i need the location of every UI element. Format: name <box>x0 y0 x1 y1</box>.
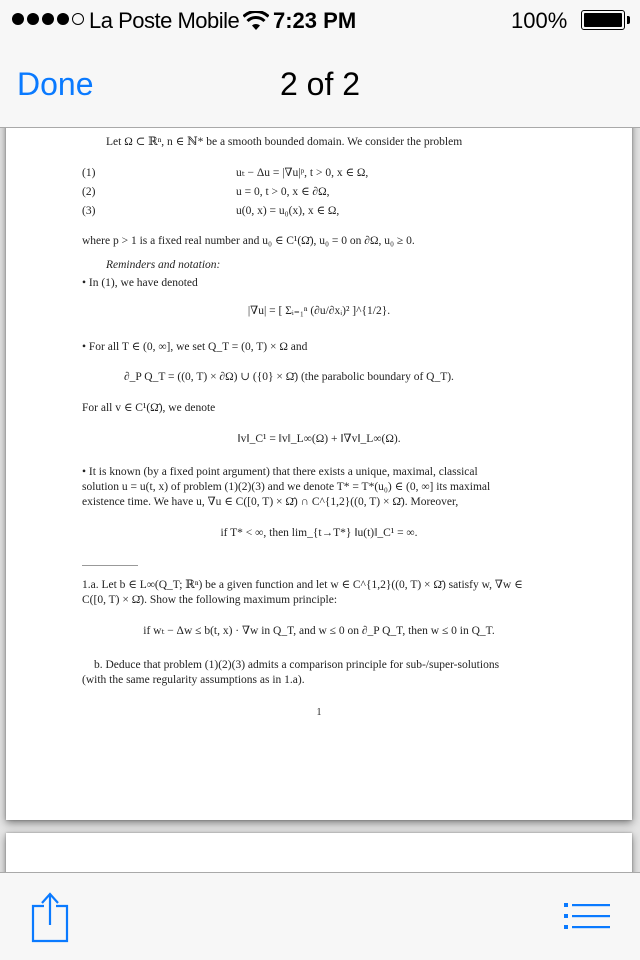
battery-tip <box>627 16 630 24</box>
reminders-heading: Reminders and notation: <box>106 259 221 271</box>
paragraph-text: For all v ∈ C¹(Ω̄), we denote <box>82 402 216 414</box>
question-text: C([0, T) × Ω̄). Show the following maximum principle: <box>82 594 338 606</box>
signal-dot <box>42 13 54 25</box>
parabolic-boundary-formula: ∂_P Q_T = ((0, T) × ∂Ω) ∪ ({0} × Ω̄) (the parabolic boundary of Q_T). <box>124 371 454 383</box>
bullet-text: • In (1), we have denoted <box>82 277 198 289</box>
bullet-text: • It is known (by a fixed point argument) that there exists a unique, maximal, classical <box>82 466 478 478</box>
signal-dot <box>12 13 24 25</box>
done-button[interactable]: Done <box>17 66 94 102</box>
question-text: 1.a. Let b ∈ L∞(Q_T; ℝⁿ) be a given function and let w ∈ C^{1,2}((0, T) × Ω̄) satisfy w, ∇w ∈ <box>82 579 523 591</box>
pdf-page <box>6 128 632 820</box>
battery-percent: 100% <box>511 8 568 33</box>
paragraph-text: existence time. We have u, ∇u ∈ C([0, T) × Ω̄) ∩ C^{1,2}((0, T) × Ω̄). Moreover, <box>82 496 459 508</box>
where-text: where p > 1 is a fixed real number and u₀ ∈ C¹(Ω̄), u₀ = 0 on ∂Ω, u₀ ≥ 0. <box>82 235 415 247</box>
gradient-formula: |∇u| = [ Σᵢ₌₁ⁿ (∂u/∂xᵢ)² ]^{1/2}. <box>247 305 391 317</box>
battery-icon <box>581 10 625 30</box>
wifi-icon <box>243 11 269 31</box>
bottom-toolbar <box>0 872 640 960</box>
max-principle-formula: if wₜ − Δw ≤ b(t, x) · ∇w in Q_T, and w ≤ 0 on ∂_P Q_T, then w ≤ 0 in Q_T. <box>143 625 495 637</box>
equation: uₜ − Δu = |∇u|ᵖ, t > 0, x ∈ Ω, <box>236 167 369 179</box>
equation: u = 0, t > 0, x ∈ ∂Ω, <box>236 186 330 198</box>
list-icon[interactable] <box>564 903 610 931</box>
status-bar <box>0 0 640 40</box>
signal-dot <box>57 13 69 25</box>
equation: u(0, x) = u₀(x), x ∈ Ω, <box>236 205 340 217</box>
norm-formula: ‖v‖_C¹ = ‖v‖_L∞(Ω) + ‖∇v‖_L∞(Ω). <box>237 433 401 445</box>
page-indicator: 2 of 2 <box>279 66 361 102</box>
separator-line <box>82 565 138 566</box>
pdf-page-next <box>6 833 632 872</box>
question-text: b. Deduce that problem (1)(2)(3) admits a comparison principle for sub-/super-solutions <box>94 659 500 671</box>
signal-dot-empty <box>72 13 84 25</box>
carrier-name: La Poste Mobile <box>89 8 240 33</box>
page-number: 1 <box>316 707 322 718</box>
paragraph-text: solution u = u(t, x) of problem (1)(2)(3) and we denote T* = T*(u₀) ∈ (0, ∞] its maximal <box>82 481 491 493</box>
blowup-formula: if T* < ∞, then lim_{t→T*} ‖u(t)‖_C¹ = ∞. <box>220 527 418 539</box>
intro-text: Let Ω ⊂ ℝⁿ, n ∈ ℕ* be a smooth bounded domain. We consider the problem <box>106 136 463 148</box>
question-text: (with the same regularity assumptions as in 1.a). <box>82 674 305 686</box>
signal-strength-icon <box>12 13 84 25</box>
battery-fill <box>584 13 622 27</box>
signal-dot <box>27 13 39 25</box>
equation-number: (1) <box>82 167 96 179</box>
document-viewer[interactable] <box>0 128 640 872</box>
share-icon[interactable] <box>30 891 70 943</box>
clock: 7:23 PM <box>273 8 357 33</box>
bullet-text: • For all T ∈ (0, ∞], we set Q_T = (0, T) × Ω and <box>82 341 308 353</box>
equation-number: (3) <box>82 205 96 217</box>
equation-number: (2) <box>82 186 96 198</box>
top-bar <box>0 0 640 128</box>
